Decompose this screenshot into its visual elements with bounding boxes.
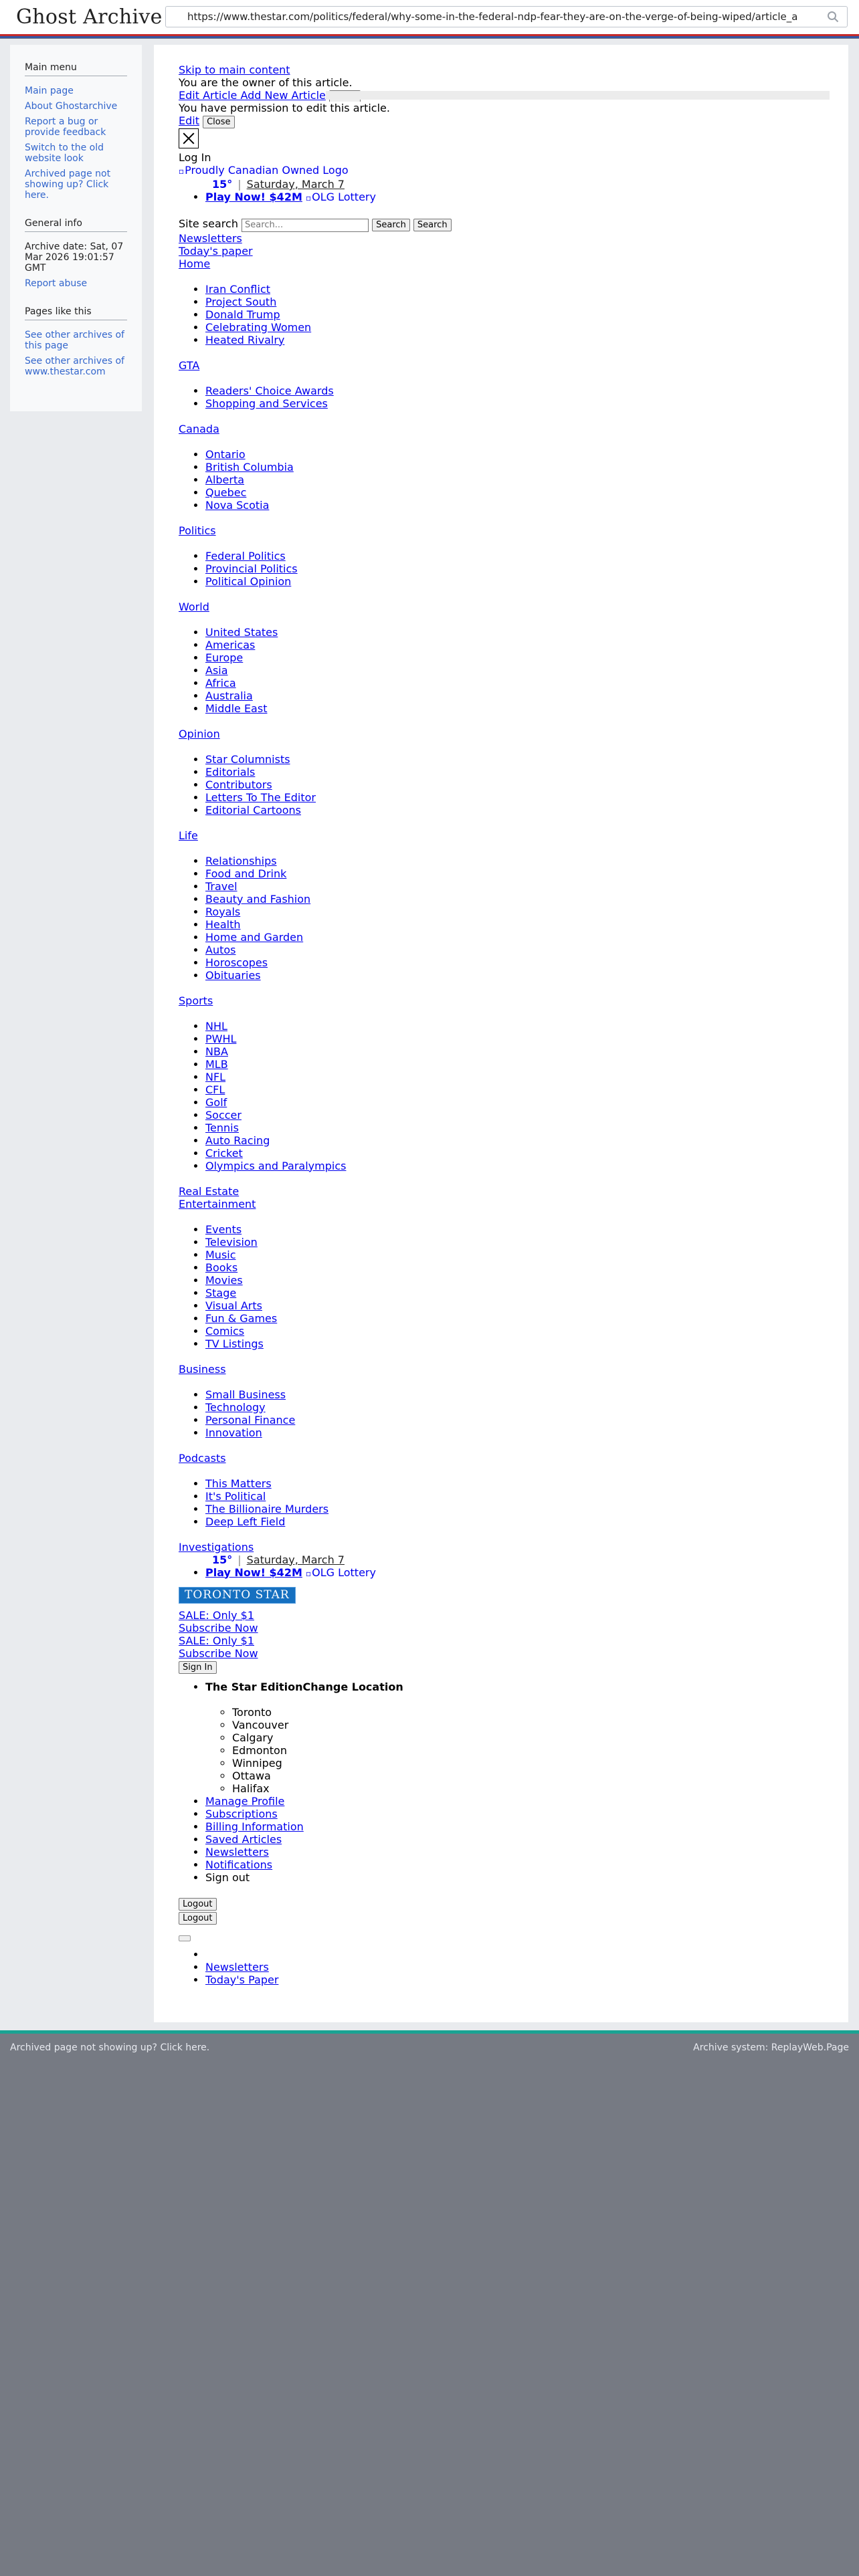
- nav-sub-item[interactable]: Events: [205, 1222, 242, 1236]
- subscribe-link-2[interactable]: Subscribe Now: [179, 1646, 258, 1660]
- world-sublist: [179, 626, 848, 715]
- url-bar[interactable]: [165, 6, 848, 27]
- account-link[interactable]: Subscriptions: [205, 1807, 278, 1820]
- nav-sub-item[interactable]: Books: [205, 1261, 238, 1274]
- site-search: [179, 217, 848, 232]
- olg-logo[interactable]: ▫ OLG Lottery: [306, 191, 376, 203]
- bottom-links: [179, 1948, 848, 1986]
- nav-sub-item[interactable]: Olympics and Paralympics: [205, 1159, 347, 1172]
- life-sublist: [179, 855, 848, 982]
- account-link[interactable]: Manage Profile: [205, 1794, 285, 1808]
- separator: |: [237, 1553, 242, 1566]
- edit-bar: [179, 89, 848, 102]
- login-text: Log In: [179, 151, 211, 164]
- nav-sub-item[interactable]: Travel: [205, 879, 237, 893]
- nav-sub-item[interactable]: Health: [205, 918, 241, 931]
- nav-sub-item[interactable]: TV Listings: [205, 1337, 264, 1350]
- nav-sub-item[interactable]: It's Political: [205, 1489, 266, 1503]
- nav-sub-item[interactable]: Australia: [205, 689, 253, 702]
- archive-system-text: Archive system: ReplayWeb.Page: [693, 2042, 849, 2053]
- nav-gta[interactable]: GTA: [179, 358, 200, 372]
- menu-toggle-button[interactable]: [179, 1935, 191, 1941]
- nav-sub-item[interactable]: Small Business: [205, 1388, 286, 1401]
- accent-strip: [0, 36, 859, 38]
- play-now-link[interactable]: Play Now! $42M: [205, 191, 302, 203]
- bottom-newsletters-link[interactable]: Newsletters: [205, 1960, 269, 1973]
- nav-life[interactable]: Life: [179, 829, 198, 842]
- city-item[interactable]: ◦ Calgary: [232, 1731, 848, 1744]
- archive-date: Archive date: Sat, 07 Mar 2026 19:01:57 GMT: [25, 241, 124, 274]
- toronto-star-logo[interactable]: TORONTO STAR: [179, 1587, 296, 1604]
- nav-sub-item[interactable]: Technology: [205, 1400, 266, 1414]
- todays-paper-link[interactable]: Today's paper: [179, 244, 253, 257]
- edition-title: The Star Edition: [205, 1680, 303, 1693]
- logout-button[interactable]: Logout: [179, 1898, 217, 1911]
- nav-sub-item[interactable]: Heated Rivalry: [205, 333, 285, 346]
- nav-politics[interactable]: Politics: [179, 524, 216, 537]
- top-bar: [0, 0, 859, 36]
- nav-sports[interactable]: Sports: [179, 994, 213, 1007]
- sidebar-link-not-showing[interactable]: Archived page not showing up? Click here.: [25, 169, 111, 201]
- sale-link-2[interactable]: SALE: Only $1: [179, 1634, 254, 1647]
- newsletters-link[interactable]: Newsletters: [179, 231, 242, 245]
- nav-sub-item[interactable]: Cricket: [205, 1146, 243, 1160]
- sidebar-link-report-bug[interactable]: Report a bug or provide feedback: [25, 116, 106, 138]
- nav-world[interactable]: World: [179, 600, 209, 613]
- nav-investigations[interactable]: Investigations: [179, 1540, 254, 1553]
- nav-sub-item[interactable]: Deep Left Field: [205, 1515, 286, 1528]
- nav-podcasts[interactable]: Podcasts: [179, 1451, 226, 1465]
- nav-sub-item[interactable]: CFL: [205, 1083, 225, 1096]
- nav-sub-item[interactable]: Nova Scotia: [205, 498, 270, 512]
- nav-sub-item[interactable]: Ontario: [205, 447, 246, 461]
- empty-list-item: [205, 1948, 848, 1961]
- nav-sub-item[interactable]: Federal Politics: [205, 549, 286, 562]
- close-icon[interactable]: [179, 128, 199, 148]
- city-item[interactable]: ◦ Edmonton: [232, 1744, 848, 1757]
- nav-sub-item[interactable]: Auto Racing: [205, 1134, 270, 1147]
- olg-logo[interactable]: ▫ OLG Lottery: [306, 1566, 376, 1579]
- temperature[interactable]: 15°: [212, 1553, 233, 1566]
- owner-notice: You are the owner of this article.: [179, 76, 353, 89]
- canadian-owned-logo[interactable]: ▫ Proudly Canadian Owned Logo: [179, 164, 349, 177]
- home-sublist: [179, 283, 848, 346]
- general-info: [25, 218, 127, 289]
- nav-sub-item[interactable]: Celebrating Women: [205, 320, 312, 334]
- footer: [0, 2030, 859, 2062]
- weather-row: [179, 178, 848, 191]
- nav-sub-item[interactable]: Provincial Politics: [205, 562, 298, 575]
- nav-sub-item[interactable]: Political Opinion: [205, 574, 292, 588]
- nav-sub-item[interactable]: Iran Conflict: [205, 282, 271, 296]
- lottery-list-2: [179, 1566, 848, 1580]
- permission-notice: You have permission to edit this article.: [179, 102, 390, 114]
- nav-sub-item[interactable]: Horoscopes: [205, 956, 268, 969]
- nav-sub-item[interactable]: Alberta: [205, 473, 245, 486]
- nav-sub-item[interactable]: Television: [205, 1235, 258, 1249]
- account-link[interactable]: Notifications: [205, 1858, 273, 1871]
- nav-real-estate[interactable]: Real Estate: [179, 1184, 240, 1198]
- nav-sub-item[interactable]: Food and Drink: [205, 867, 287, 880]
- nav-sub-item[interactable]: Relationships: [205, 854, 277, 867]
- other-archives-site-link[interactable]: See other archives of www.thestar.com: [25, 356, 124, 377]
- nav-sub-item[interactable]: Stage: [205, 1286, 237, 1299]
- nav-sub-item[interactable]: Soccer: [205, 1108, 242, 1121]
- pages-like-this: [25, 306, 127, 377]
- sign-out-text[interactable]: • Sign out: [205, 1871, 848, 1884]
- search-button-2[interactable]: Search: [413, 219, 452, 231]
- entertainment-sublist: [179, 1223, 848, 1350]
- edit-bar-divider: [326, 91, 830, 100]
- gta-sublist: [179, 385, 848, 410]
- nav-sub-item[interactable]: Project South: [205, 295, 277, 308]
- general-info-title: General info: [25, 218, 127, 232]
- business-sublist: [179, 1388, 848, 1439]
- sale-link[interactable]: SALE: Only $1: [179, 1608, 254, 1622]
- nav-business[interactable]: Business: [179, 1362, 226, 1376]
- site-logo[interactable]: Ghost Archive: [16, 5, 163, 29]
- podcasts-sublist: [179, 1477, 848, 1528]
- play-now-link[interactable]: Play Now! $42M: [205, 1566, 302, 1579]
- nav-sub-item[interactable]: Quebec: [205, 486, 247, 499]
- nav-entertainment[interactable]: Entertainment: [179, 1197, 256, 1210]
- nav-sub-item[interactable]: Asia: [205, 663, 228, 677]
- sidebar-link-old-look[interactable]: Switch to the old website look: [25, 142, 104, 164]
- city-list: [205, 1706, 848, 1795]
- nav-sub-item[interactable]: Tennis: [205, 1121, 239, 1134]
- nav-sub-item[interactable]: Movies: [205, 1273, 243, 1287]
- nav-sub-item[interactable]: Personal Finance: [205, 1413, 296, 1426]
- weather-row-2: [179, 1553, 848, 1566]
- sidebar-link-about[interactable]: About Ghostarchive: [25, 101, 118, 112]
- nav-sub-item[interactable]: Obituaries: [205, 968, 261, 982]
- nav-sub-item[interactable]: This Matters: [205, 1477, 272, 1490]
- subscribe-link[interactable]: Subscribe Now: [179, 1621, 258, 1634]
- account-link[interactable]: Saved Articles: [205, 1832, 282, 1846]
- site-search-label: Site search: [179, 217, 238, 230]
- city-item[interactable]: ◦ Winnipeg: [232, 1757, 848, 1769]
- nav-sub-item[interactable]: Europe: [205, 651, 244, 664]
- nav-sub-item[interactable]: Shopping and Services: [205, 397, 328, 410]
- nav-opinion[interactable]: Opinion: [179, 727, 220, 740]
- politics-sublist: [179, 550, 848, 588]
- temperature[interactable]: 15°: [212, 178, 233, 191]
- nav-sub-item[interactable]: Comics: [205, 1324, 245, 1337]
- edit-bar-label: Edit Article Add New Article: [179, 89, 326, 102]
- account-link[interactable]: Newsletters: [205, 1845, 269, 1858]
- nav-sub-item[interactable]: Autos: [205, 943, 236, 956]
- footer-not-showing-link[interactable]: Archived page not showing up? Click here.: [10, 2042, 210, 2053]
- nav-sub-item[interactable]: MLB: [205, 1057, 228, 1071]
- sign-in-button[interactable]: Sign In: [179, 1661, 217, 1674]
- close-button[interactable]: Close: [203, 116, 234, 128]
- nav-sub-item[interactable]: Visual Arts: [205, 1299, 262, 1312]
- account-menu: [179, 1681, 848, 1884]
- nav-sub-item[interactable]: British Columbia: [205, 460, 294, 473]
- opinion-sublist: [179, 753, 848, 817]
- main-menu-title: Main menu: [25, 62, 127, 76]
- pages-like-title: Pages like this: [25, 306, 127, 320]
- nav-sub-item[interactable]: Home and Garden: [205, 930, 304, 944]
- nav-canada[interactable]: Canada: [179, 422, 219, 435]
- sidebar-link-main-page[interactable]: Main page: [25, 86, 74, 96]
- report-abuse-link[interactable]: Report abuse: [25, 278, 88, 289]
- nav-sub-item[interactable]: Beauty and Fashion: [205, 892, 311, 905]
- skip-link[interactable]: Skip to main content: [179, 64, 290, 76]
- nav-sub-item[interactable]: Star Columnists: [205, 752, 290, 766]
- nav-sub-item[interactable]: Readers' Choice Awards: [205, 384, 334, 397]
- nav-sub-item[interactable]: Golf: [205, 1095, 227, 1109]
- separator: |: [237, 178, 242, 191]
- nav-sub-item[interactable]: Fun & Games: [205, 1311, 278, 1325]
- bottom-todays-paper-link[interactable]: Today's Paper: [205, 1973, 279, 1986]
- city-item[interactable]: ◦ Vancouver: [232, 1719, 848, 1731]
- canada-sublist: [179, 448, 848, 512]
- sports-sublist: [179, 1020, 848, 1172]
- change-location[interactable]: Change Location: [302, 1680, 403, 1693]
- nav-sub-item[interactable]: NFL: [205, 1070, 226, 1083]
- nav-sub-item[interactable]: Donald Trump: [205, 308, 280, 321]
- nav-sub-item[interactable]: United States: [205, 625, 278, 639]
- nav-sub-item[interactable]: Letters To The Editor: [205, 790, 316, 804]
- search-button[interactable]: Search: [372, 219, 410, 231]
- nav-sub-item[interactable]: Contributors: [205, 778, 272, 791]
- date-link[interactable]: Saturday, March 7: [246, 178, 345, 191]
- nav-sub-item[interactable]: The Billionaire Murders: [205, 1502, 329, 1515]
- city-item[interactable]: ◦ Ottawa: [232, 1769, 848, 1782]
- search-input[interactable]: [242, 219, 369, 232]
- nav-sub-item[interactable]: Innovation: [205, 1426, 262, 1439]
- search-icon[interactable]: [827, 11, 839, 23]
- nav-home[interactable]: Home: [179, 257, 211, 270]
- edit-link[interactable]: Edit: [179, 114, 199, 127]
- nav-sub-item[interactable]: PWHL: [205, 1032, 237, 1045]
- nav-sub-item[interactable]: Editorials: [205, 765, 256, 778]
- nav-sub-item[interactable]: NBA: [205, 1045, 228, 1058]
- nav-sub-item[interactable]: Royals: [205, 905, 241, 918]
- city-item[interactable]: ◦ Halifax: [232, 1782, 848, 1795]
- nav-sub-item[interactable]: Americas: [205, 638, 256, 651]
- lottery-list: [179, 191, 848, 205]
- nav-sub-item[interactable]: Music: [205, 1248, 236, 1261]
- nav-sub-item[interactable]: NHL: [205, 1019, 227, 1033]
- logout-button-2[interactable]: Logout: [179, 1912, 217, 1925]
- nav-sub-item[interactable]: Middle East: [205, 702, 268, 715]
- nav-sub-item[interactable]: Editorial Cartoons: [205, 803, 302, 817]
- main-menu: [25, 62, 127, 201]
- date-link[interactable]: Saturday, March 7: [246, 1553, 345, 1566]
- sidebar: [10, 45, 142, 411]
- city-item[interactable]: ◦ Toronto: [232, 1706, 848, 1719]
- nav-sub-item[interactable]: Africa: [205, 676, 236, 689]
- url-input[interactable]: [166, 7, 808, 27]
- archived-page-content: [154, 45, 848, 2022]
- account-link[interactable]: Billing Information: [205, 1820, 304, 1833]
- other-archives-page-link[interactable]: See other archives of this page: [25, 330, 124, 351]
